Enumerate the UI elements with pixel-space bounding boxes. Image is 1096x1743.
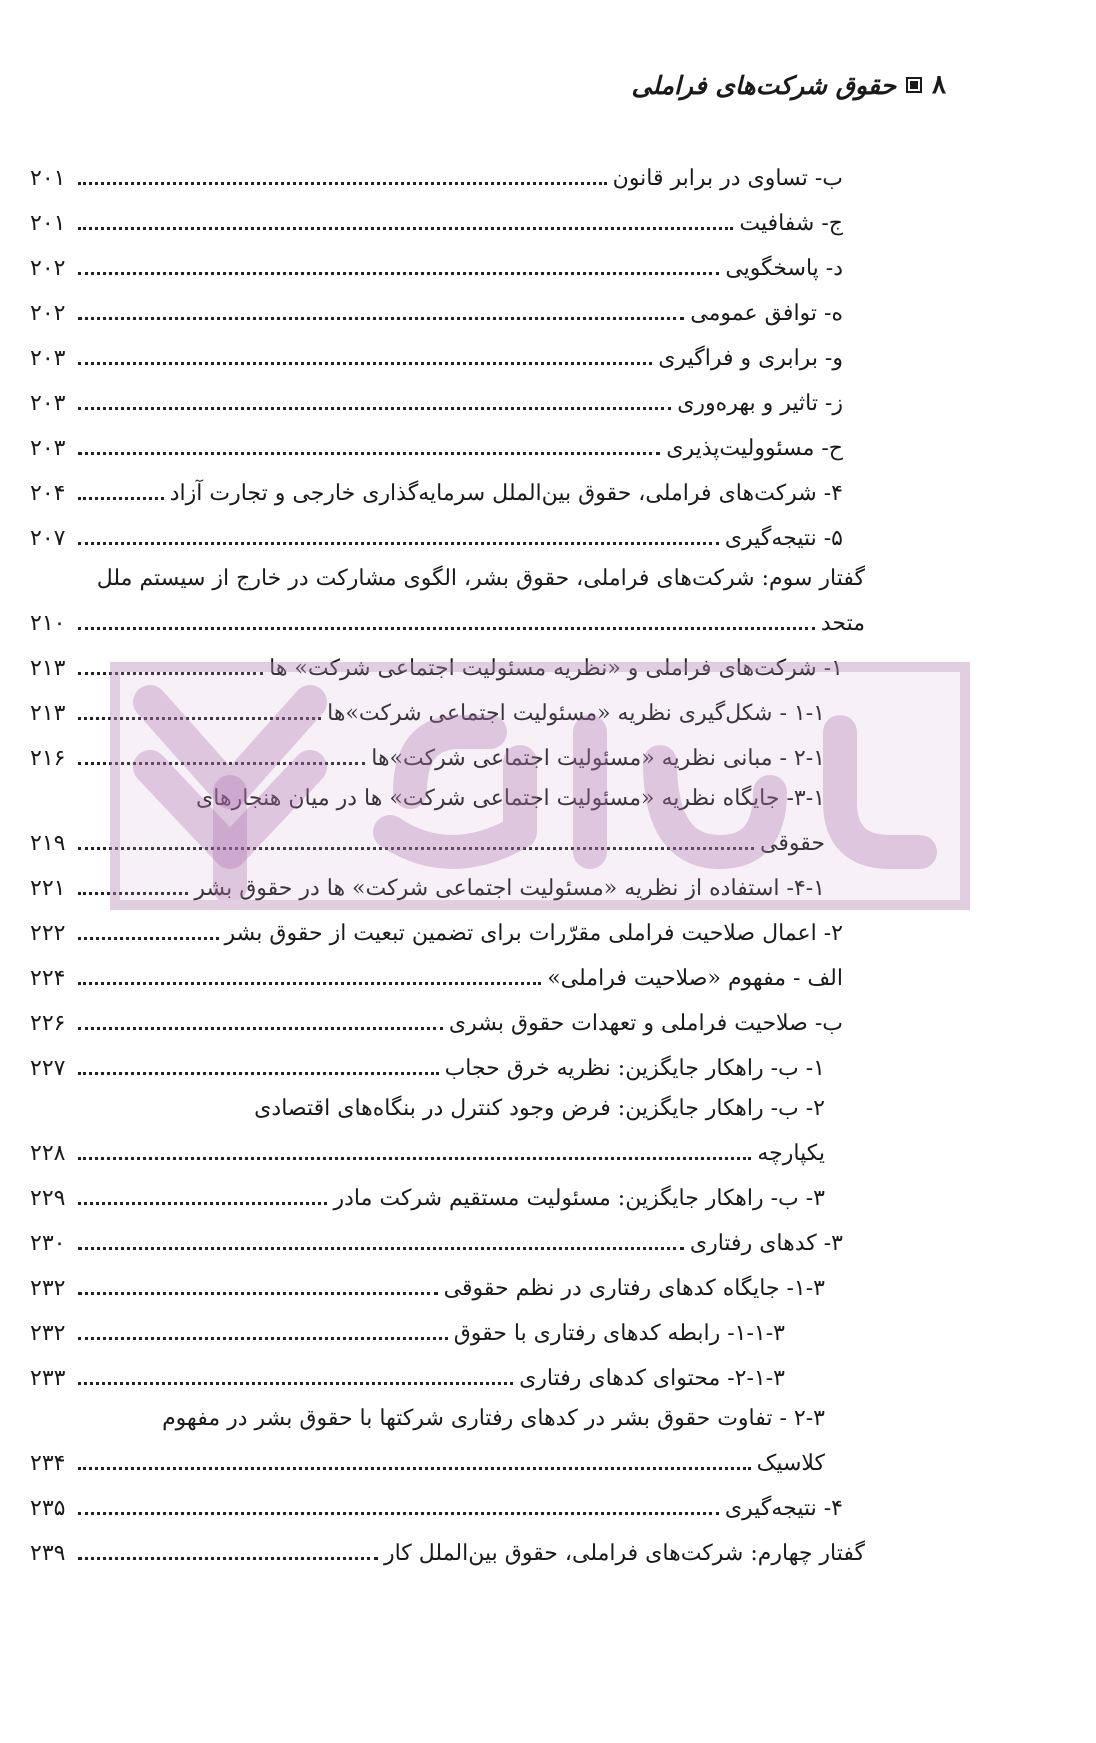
- toc-entry: [30, 377, 865, 422]
- dot-leader: [78, 717, 321, 720]
- toc-entry-page: ۲۳۳: [30, 1366, 66, 1391]
- toc-entry-title: ه- توافق عمومی: [690, 301, 843, 326]
- toc-entry: [30, 467, 865, 512]
- toc-entry: [30, 557, 865, 597]
- toc-entry-page: ۲۲۴: [30, 966, 66, 991]
- toc-entry: [30, 597, 865, 642]
- dot-leader: [78, 1072, 439, 1075]
- toc-entry-title: ۲- ب- راهکار جایگزین: فرض وجود کنترل در بنگاه‌های اقتصادی: [254, 1096, 825, 1121]
- toc-entry: [30, 1397, 865, 1437]
- toc-entry-page: ۲۰۳: [30, 346, 66, 371]
- toc-entry-title: ۵- نتیجه‌گیری: [724, 526, 843, 551]
- dot-leader: [78, 362, 652, 365]
- dot-leader: [78, 1382, 513, 1385]
- toc-entry-page: ۲۰۴: [30, 481, 66, 506]
- dot-leader: [78, 542, 719, 545]
- dot-leader: [78, 272, 719, 275]
- toc-entry: [30, 997, 865, 1042]
- toc-entry: [30, 512, 865, 557]
- toc-entry-page: ۲۲۸: [30, 1141, 66, 1166]
- toc-entry-page: ۲۳۹: [30, 1541, 66, 1566]
- toc-entry-title: الف - مفهوم «صلاحیت فراملی»: [547, 966, 843, 991]
- toc-entry-page: ۲۳۰: [30, 1231, 66, 1256]
- toc-entry-page: ۲۲۶: [30, 1011, 66, 1036]
- toc-entry-title: ۱-۱ - شکل‌گیری نظریه «مسئولیت اجتماعی شرکت»ها: [327, 701, 825, 726]
- toc-entry-title: ۳- کدهای رفتاری: [689, 1231, 843, 1256]
- toc-entry: [30, 642, 865, 687]
- dot-leader: [78, 982, 541, 985]
- toc-entry-title: ح- مسئوولیت‌پذیری: [666, 436, 843, 461]
- toc-entry-page: ۲۰۷: [30, 526, 66, 551]
- dot-leader: [78, 182, 607, 185]
- toc-entry-title: ۲-۱ - مبانی نظریه «مسئولیت اجتماعی شرکت»ها: [371, 746, 825, 771]
- toc-entry-page: ۲۰۲: [30, 301, 66, 326]
- toc-entry-title: ۳- ب- راهکار جایگزین: مسئولیت مستقیم شرکت مادر: [333, 1186, 825, 1211]
- toc-entry-title: ۲-۳ - تفاوت حقوق بشر در کدهای رفتاری شرکتها با حقوق بشر در مفهوم: [162, 1406, 825, 1431]
- toc-entry-title: ب- صلاحیت فراملی و تعهدات حقوق بشری: [448, 1011, 843, 1036]
- toc-entry: [30, 952, 865, 997]
- toc-entry-page: ۲۳۲: [30, 1321, 66, 1346]
- toc-entry-page: ۲۰۱: [30, 166, 66, 191]
- toc-entry: [30, 1172, 865, 1217]
- dot-leader: [78, 452, 660, 455]
- toc-entry: [30, 152, 865, 197]
- toc-entry-page: ۲۲۲: [30, 921, 66, 946]
- dot-leader: [78, 1557, 378, 1560]
- dot-leader: [78, 1202, 327, 1205]
- toc-entry-title: د- پاسخگویی: [725, 256, 843, 281]
- toc-entry-page: ۲۲۱: [30, 876, 66, 901]
- toc-entry-title: و- برابری و فراگیری: [658, 346, 843, 371]
- toc-entry: [30, 1217, 865, 1262]
- toc-entry-title: ۴- نتیجه‌گیری: [724, 1496, 843, 1521]
- toc-entry-title: ۲- اعمال صلاحیت فراملی مقرّرات برای تضمین تبعیت از حقوق بشر: [224, 921, 843, 946]
- toc-entry-page: ۲۱۳: [30, 656, 66, 681]
- toc-entry-title: حقوقی: [760, 831, 825, 856]
- dot-leader: [78, 1247, 684, 1250]
- toc-entry-title: گفتار چهارم: شرکت‌های فراملی، حقوق بین‌الملل کار: [383, 1541, 865, 1566]
- toc-entry: [30, 817, 865, 862]
- dot-leader: [78, 847, 754, 850]
- dot-leader: [78, 672, 263, 675]
- dot-leader: [78, 627, 815, 630]
- toc-entry-title: ج- شفافیت: [739, 211, 843, 236]
- toc-entry-page: ۲۲۷: [30, 1056, 66, 1081]
- page-header: [631, 70, 946, 100]
- toc-entry: [30, 1262, 865, 1307]
- toc-entry: [30, 422, 865, 467]
- toc-entry-page: ۲۰۳: [30, 436, 66, 461]
- dot-leader: [78, 1027, 443, 1030]
- toc-entry-title: متحد: [820, 611, 865, 636]
- toc-entry-page: ۲۰۳: [30, 391, 66, 416]
- toc-entry-page: ۲۳۴: [30, 1451, 66, 1476]
- toc-entry: [30, 1482, 865, 1527]
- dot-leader: [78, 892, 188, 895]
- dot-leader: [78, 1157, 751, 1160]
- toc-entry-page: ۲۳۲: [30, 1276, 66, 1301]
- toc-entry-page: ۲۱۰: [30, 611, 66, 636]
- toc-entry: [30, 1437, 865, 1482]
- toc-entry-title: ز- تاثیر و بهره‌وری: [677, 391, 843, 416]
- toc-entry-title: ۱- شرکت‌های فراملی و «نظریه مسئولیت اجتماعی شرکت» ها: [269, 656, 843, 681]
- toc-entry: [30, 907, 865, 952]
- dot-leader: [78, 227, 733, 230]
- toc-entry-title: ۲-۱-۳- محتوای کدهای رفتاری: [519, 1366, 785, 1391]
- toc-entry-title: کلاسیک: [756, 1451, 825, 1476]
- toc-entry-page: ۲۱۶: [30, 746, 66, 771]
- dot-leader: [78, 762, 365, 765]
- toc-entry-title: ۱-۳- جایگاه کدهای رفتاری در نظم حقوقی: [443, 1276, 825, 1301]
- page-number: ۸: [932, 70, 946, 100]
- toc-entry: [30, 1527, 865, 1572]
- toc-entry-page: ۲۲۹: [30, 1186, 66, 1211]
- toc-entry-title: ۴-۱- استفاده از نظریه «مسئولیت اجتماعی شرکت» ها در حقوق بشر: [194, 876, 825, 901]
- toc-entry-page: ۲۱۹: [30, 831, 66, 856]
- dot-leader: [78, 937, 219, 940]
- toc-entry-page: ۲۰۱: [30, 211, 66, 236]
- toc-entry-title: ۴- شرکت‌های فراملی، حقوق بین‌الملل سرمایه‌گذاری خارجی و تجارت آزاد: [169, 481, 843, 506]
- toc-entry-page: ۲۳۵: [30, 1496, 66, 1521]
- toc-entry: [30, 777, 865, 817]
- toc-entry-title: ب- تساوی در برابر قانون: [612, 166, 843, 191]
- toc-entry-title: گفتار سوم: شرکت‌های فراملی، حقوق بشر، الگوی مشارکت در خارج از سیستم ملل: [96, 566, 865, 591]
- toc-entry: [30, 197, 865, 242]
- toc-entry: [30, 332, 865, 377]
- toc-entry: [30, 687, 865, 732]
- toc-entry-title: ۱- ب- راهکار جایگزین: نظریه خرق حجاب: [444, 1056, 825, 1081]
- dot-leader: [78, 317, 684, 320]
- toc-entry-title: یکپارچه: [757, 1141, 825, 1166]
- toc-entry: [30, 1352, 865, 1397]
- table-of-contents: [30, 152, 865, 1572]
- book-title: حقوق شرکت‌های فراملی: [631, 70, 897, 100]
- dot-leader: [78, 1337, 448, 1340]
- square-bullet-icon: [906, 77, 922, 93]
- dot-leader: [78, 1292, 438, 1295]
- dot-leader: [78, 407, 671, 410]
- toc-entry: [30, 1042, 865, 1087]
- toc-entry-title: ۳-۱- جایگاه نظریه «مسئولیت اجتماعی شرکت» ها در میان هنجارهای: [196, 786, 825, 811]
- toc-entry: [30, 1087, 865, 1127]
- toc-entry: [30, 1127, 865, 1172]
- toc-entry-page: ۲۰۲: [30, 256, 66, 281]
- toc-entry-page: ۲۱۳: [30, 701, 66, 726]
- toc-entry: [30, 732, 865, 777]
- toc-entry: [30, 862, 865, 907]
- dot-leader: [78, 497, 164, 500]
- toc-entry: [30, 287, 865, 332]
- toc-entry-title: ۱-۱-۳- رابطه کدهای رفتاری با حقوق: [453, 1321, 785, 1346]
- toc-entry: [30, 242, 865, 287]
- dot-leader: [78, 1467, 751, 1470]
- dot-leader: [78, 1512, 719, 1515]
- toc-entry: [30, 1307, 865, 1352]
